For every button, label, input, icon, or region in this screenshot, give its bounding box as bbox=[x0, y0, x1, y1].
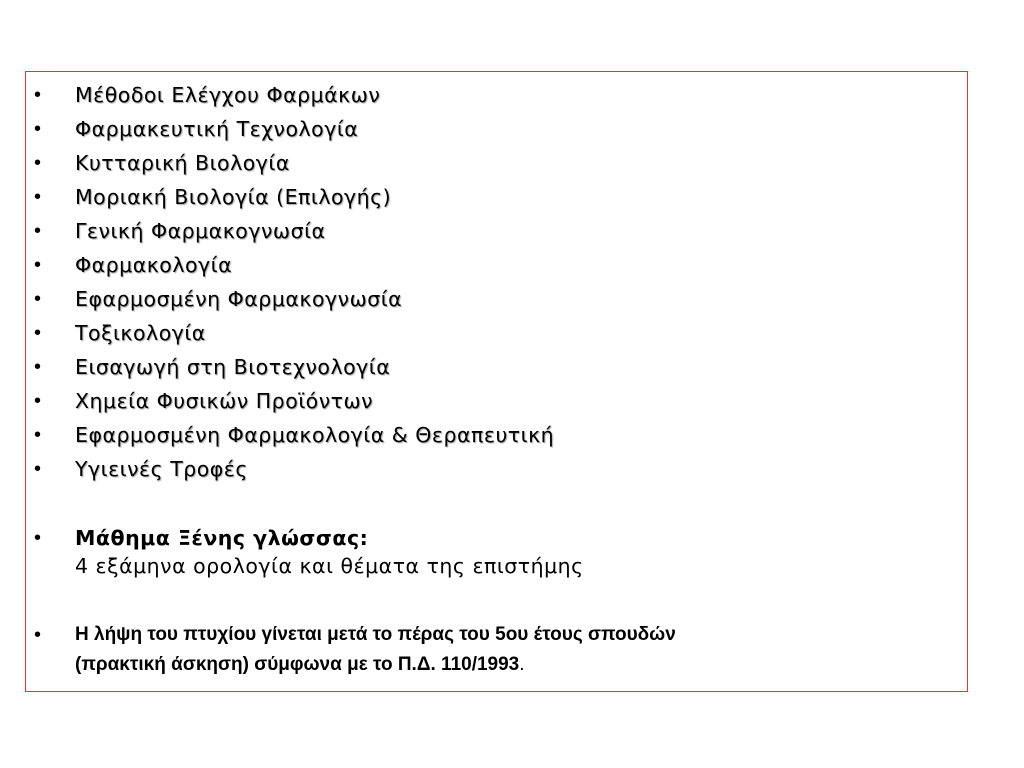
list-item bbox=[26, 316, 967, 350]
list-item bbox=[26, 146, 967, 180]
course-list bbox=[26, 78, 967, 486]
list-item bbox=[26, 384, 967, 418]
bullet-icon: • bbox=[34, 152, 42, 174]
list-item bbox=[26, 350, 967, 384]
bullet-icon: • bbox=[34, 254, 42, 276]
list-item bbox=[26, 282, 967, 316]
bullet-icon: • bbox=[34, 424, 42, 446]
course-name: Χημεία Φυσικών Προϊόντων bbox=[75, 389, 374, 413]
foreign-language-title: Μάθημα Ξένης γλώσσας: bbox=[75, 526, 369, 550]
degree-note-line-2 bbox=[75, 650, 967, 680]
list-item bbox=[26, 248, 967, 282]
content-box bbox=[25, 71, 968, 692]
course-name: Μέθοδοι Ελέγχου Φαρμάκων bbox=[75, 83, 381, 107]
list-item bbox=[26, 78, 967, 112]
bullet-icon: • bbox=[34, 322, 42, 344]
bullet-icon: • bbox=[34, 624, 42, 646]
degree-note-period: . bbox=[519, 654, 525, 675]
course-name: Μοριακή Βιολογία (Επιλογής) bbox=[75, 185, 392, 209]
course-name: Εφαρμοσμένη Φαρμακογνωσία bbox=[75, 287, 403, 311]
course-name: Κυτταρική Βιολογία bbox=[75, 151, 290, 175]
course-name: Γενική Φαρμακογνωσία bbox=[75, 219, 326, 243]
degree-note-line-2-text: (πρακτική άσκηση) σύμφωνα με το Π.Δ. 110/1993 bbox=[75, 654, 520, 675]
degree-note-item bbox=[26, 620, 967, 680]
bullet-icon: • bbox=[34, 390, 42, 412]
course-name: Υγιεινές Τροφές bbox=[75, 457, 248, 481]
degree-note-line-1: Η λήψη του πτυχίου γίνεται μετά το πέρας του 5ου έτους σπουδών bbox=[75, 624, 676, 645]
bullet-icon: • bbox=[34, 186, 42, 208]
foreign-language-item bbox=[26, 524, 967, 580]
bullet-icon: • bbox=[34, 458, 42, 480]
course-name: Τοξικολογία bbox=[75, 321, 206, 345]
list-item bbox=[26, 112, 967, 146]
course-name: Εφαρμοσμένη Φαρμακολογία & Θεραπευτική bbox=[75, 423, 555, 447]
bullet-icon: • bbox=[34, 288, 42, 310]
bullet-icon: • bbox=[34, 84, 42, 106]
bullet-icon: • bbox=[34, 118, 42, 140]
bullet-icon: • bbox=[34, 220, 42, 242]
course-name: Εισαγωγή στη Βιοτεχνολογία bbox=[75, 355, 391, 379]
bullet-icon: • bbox=[34, 356, 42, 378]
bullet-icon: • bbox=[34, 527, 42, 549]
course-name: Φαρμακευτική Τεχνολογία bbox=[75, 117, 359, 141]
list-item bbox=[26, 418, 967, 452]
list-item bbox=[26, 180, 967, 214]
foreign-language-description: 4 εξάμηνα ορολογία και θέματα της επιστήμης bbox=[75, 554, 584, 578]
course-name: Φαρμακολογία bbox=[75, 253, 233, 277]
list-item bbox=[26, 452, 967, 486]
list-item bbox=[26, 214, 967, 248]
